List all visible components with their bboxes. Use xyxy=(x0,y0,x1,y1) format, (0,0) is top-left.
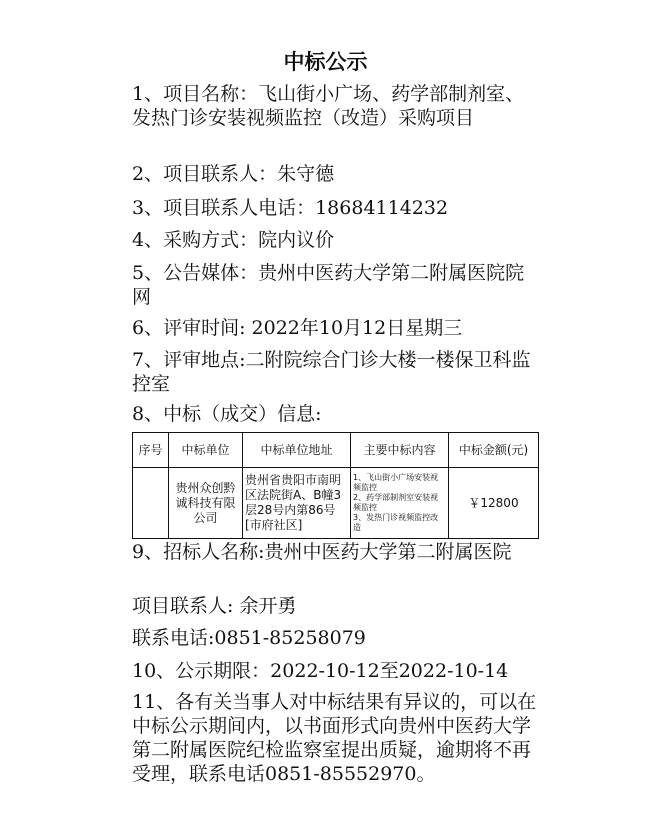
project-phone: 3、项目联系人电话：18684114232 xyxy=(132,197,449,219)
col-header-address: 中标单位地址 xyxy=(243,433,351,468)
award-table xyxy=(132,432,539,539)
cell-amount: ￥12800 xyxy=(449,468,539,539)
col-header-no: 序号 xyxy=(133,433,169,468)
tenderer-name: 9、招标人名称:贵州中医药大学第二附属医院 xyxy=(132,541,512,563)
content-item-1: 1、飞山街小广场安装视频监控 xyxy=(353,473,439,492)
table-row xyxy=(133,468,539,539)
col-header-amount: 中标金额(元) xyxy=(449,433,539,468)
cell-no xyxy=(133,468,169,539)
content-item-3: 3、发热门诊视频监控改造 xyxy=(353,513,439,532)
cell-company: 贵州众创黔诚科技有限公司 xyxy=(169,468,243,539)
content-item-2: 2、药学部制剂室安装视频监控 xyxy=(353,493,439,512)
tenderer-contact: 项目联系人: 余开勇 xyxy=(132,595,297,617)
cell-content xyxy=(351,468,449,539)
review-place: 7、评审地点:二附院综合门诊大楼一楼保卫科监控室 xyxy=(132,349,531,395)
procurement-method: 4、采购方式：院内议价 xyxy=(132,229,335,251)
award-info-heading: 8、中标（成交）信息: xyxy=(132,403,322,425)
project-contact: 2、项目联系人：朱守德 xyxy=(132,163,335,185)
table-header-row xyxy=(133,433,539,468)
publicity-period: 10、公示期限：2022-10-12至2022-10-14 xyxy=(132,660,509,682)
review-time: 6、评审时间: 2022年10月12日星期三 xyxy=(132,317,463,339)
publication-media: 5、公告媒体：贵州中医药大学第二附属医院院网 xyxy=(132,262,525,308)
tenderer-phone: 联系电话:0851-85258079 xyxy=(132,627,366,649)
col-header-content: 主要中标内容 xyxy=(351,433,449,468)
page-title: 中标公示 xyxy=(283,50,368,74)
col-header-company: 中标单位 xyxy=(169,433,243,468)
cell-address: 贵州省贵阳市南明区法院街A、B幢3层28号内第86号[市府社区] xyxy=(243,468,351,539)
project-name: 1、项目名称：飞山街小广场、药学部制剂室、发热门诊安装视频监控（改造）采购项目 xyxy=(132,83,525,129)
objection-notice: 11、各有关当事人对中标结果有异议的，可以在中标公示期间内，以书面形式向贵州中医药大学第二附属医院纪检监察室提出质疑，逾期将不再受理，联系电话0851-85552970。 xyxy=(132,691,537,785)
